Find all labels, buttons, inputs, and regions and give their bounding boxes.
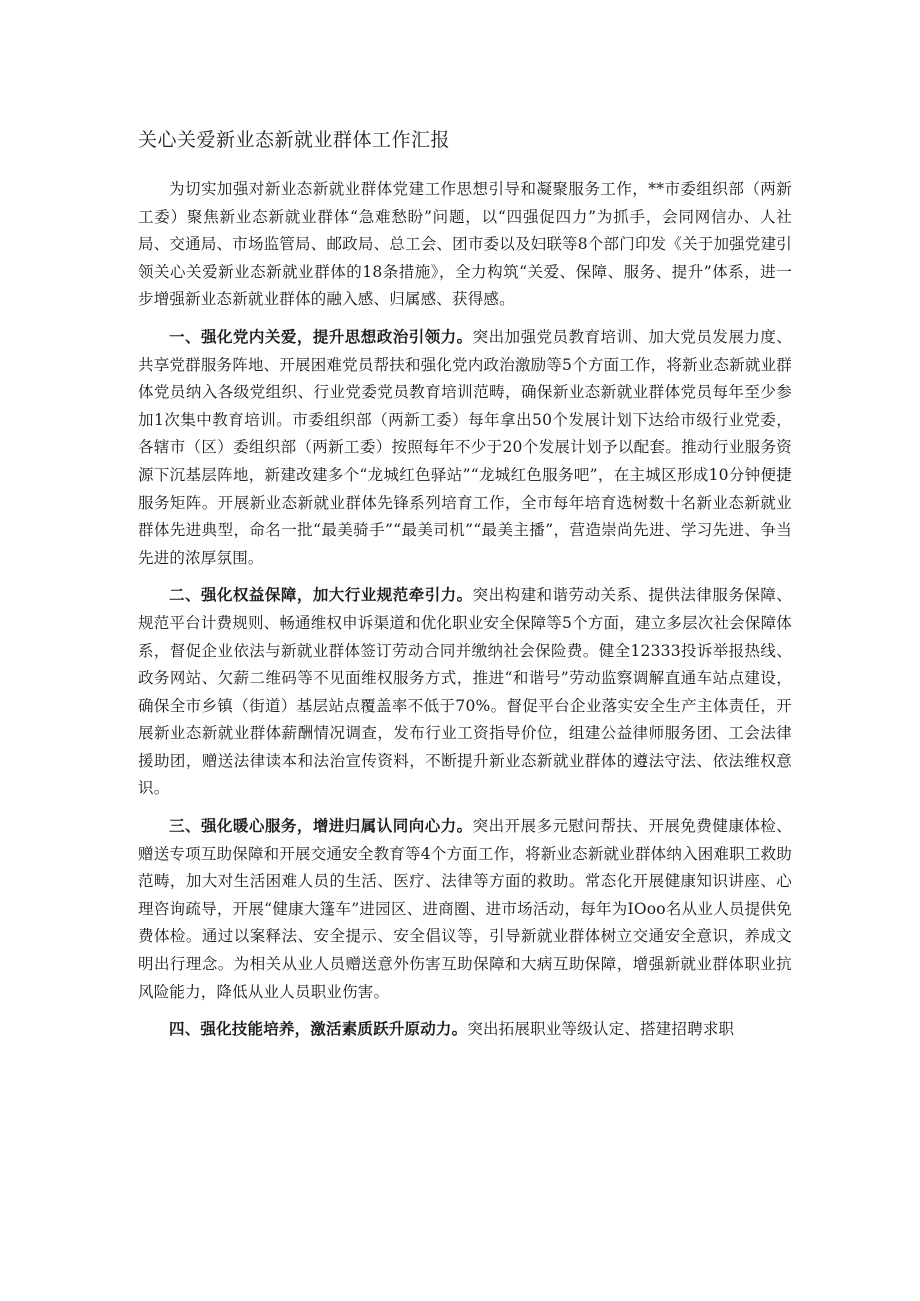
section-body-4: 突出拓展职业等级认定、搭建招聘求职 — [467, 1020, 735, 1039]
section-body-2: 突出构建和谐劳动关系、提供法律服务保障、规范平台计费规则、畅通维权申诉渠道和优化职业安全保障等5个方面，建立多层次社会保障体系，督促企业依法与新就业群体签订劳动合同并缴纳社会保险费。健全12333投诉举报热线、政务网站、欠薪二维码等不见面维权服务方式，推进“和谐号”劳动监察调解直通车站点建设，确保全市乡镇（街道）基层站点覆盖率不低于70%。督促平台企业落实安全生产主体责任，开展新业态新就业群体薪酬情况调查，发布行业工资指导价位，组建公益律师服务团、工会法律援助团，赠送法律读本和法治宣传资料，不断提升新业态新就业群体的遵法守法、依法维权意识。 — [138, 586, 792, 798]
document-page — [138, 126, 792, 1044]
section-heading-3: 三、强化暖心服务，增进归属认同向心力。 — [169, 816, 473, 836]
section-body-3: 突出开展多元慰问帮扶、开展免费健康体检、赠送专项互助保障和开展交通安全教育等4个方面工作，将新业态新就业群体纳入困难职工救助范畴，加大对生活困难人员的生活、医疗、法律等方面的救助。常态化开展健康知识讲座、心理咨询疏导，开展“健康大篷车”进园区、进商圈、进市场活动，每年为IOoo名从业人员提供免费体检。通过以案释法、安全提示、安全倡议等，引导新就业群体树立交通安全意识，养成文明出行理念。为相关从业人员赠送意外伤害互助保障和大病互助保障，增强新就业群体职业抗风险能力，降低从业人员职业伤害。 — [138, 817, 792, 1001]
document-title: 关心关爱新业态新就业群体工作汇报 — [138, 129, 451, 151]
intro-paragraph: 为切实加强对新业态新就业群体党建工作思想引导和凝聚服务工作，**市委组织部（两新工委）聚焦新业态新就业群体“急难愁盼”问题，以“四强促四力”为抓手，会同网信办、人社局、交通局、市场监管局、邮政局、总工会、团市委以及妇联等8个部门印发《关于加强党建引领关心关爱新业态新就业群体的18条措施》，全力构筑“关爱、保障、服务、提升”体系，进一步增强新业态新就业群体的融入感、归属感、获得感。 — [138, 180, 792, 309]
section-paragraph-3 — [138, 812, 792, 1006]
section-paragraph-1 — [138, 323, 792, 572]
section-paragraph-4 — [138, 1015, 792, 1044]
section-heading-4: 四、强化技能培养，激活素质跃升原动力。 — [169, 1019, 468, 1039]
section-body-1: 突出加强党员教育培训、加大党员发展力度、共享党群服务阵地、开展困难党员帮扶和强化党内政治激励等5个方面工作，将新业态新就业群体党员纳入各级党组织、行业党委党员教育培训范畴，确保新业态新就业群体党员每年至少参加1次集中教育培训。市委组织部（两新工委）每年拿出50个发展计划下达给市级行业党委，各辖市（区）委组织部（两新工委）按照每年不少于20个发展计划予以配套。推动行业服务资源下沉基层阵地，新建改建多个“龙城红色驿站”“龙城红色服务吧”，在主城区形成10分钟便捷服务矩阵。开展新业态新就业群体先锋系列培育工作，全市每年培育选树数十名新业态新就业群体先进典型，命名一批“最美骑手”“最美司机”“最美主播”，营造崇尚先进、学习先进、争当先进的浓厚氛围。 — [138, 327, 792, 567]
section-paragraph-2 — [138, 581, 792, 803]
section-heading-2: 二、强化权益保障，加大行业规范牵引力。 — [169, 585, 473, 605]
section-heading-1: 一、强化党内关爱，提升思想政治引领力。 — [169, 326, 473, 346]
